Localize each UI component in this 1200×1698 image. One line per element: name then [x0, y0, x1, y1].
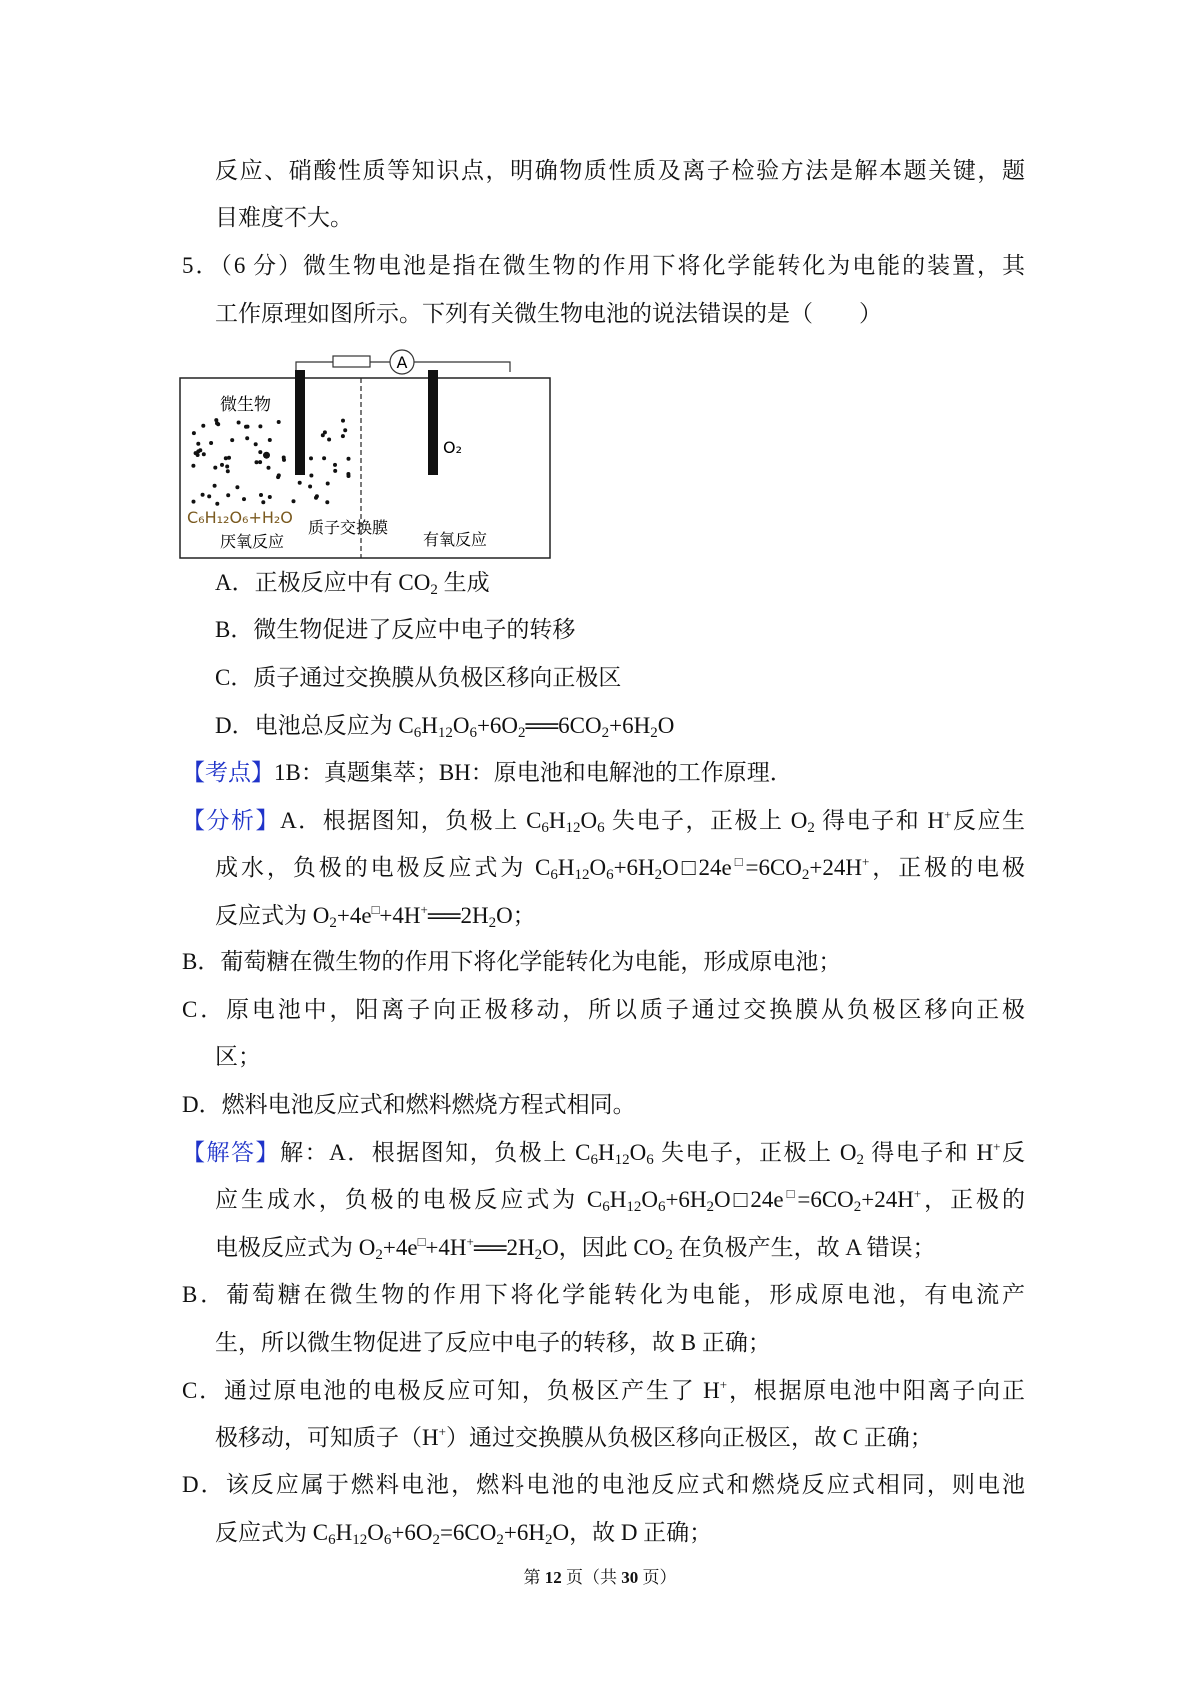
microbe-dot: [226, 469, 230, 473]
microbe-dot: [246, 425, 250, 429]
microbe-dot: [333, 463, 337, 467]
footer-text: 第: [523, 1568, 545, 1587]
section-tag: 【考点】: [182, 760, 274, 785]
line-text: 应生成水，负极的电极反应式为 $C_6H_{12}O_6+6H_2O□24e^□=6CO_2+24H^+$，正极的: [215, 1186, 1025, 1215]
subscript: 2: [853, 1199, 862, 1215]
subscript: 6: [602, 1199, 610, 1215]
subscript: 12: [352, 1532, 368, 1548]
subscript: 2: [544, 1532, 553, 1548]
microbe-dot: [261, 500, 265, 504]
microbe-dot: [192, 431, 196, 435]
line-text: 反应式为 $C_6H_{12}O_6+6O_2=6CO_2+6H_2O$，故 D 正确；: [215, 1520, 713, 1548]
line-text: B．葡萄糖在微生物的作用下将化学能转化为电能，形成原电池；: [182, 949, 842, 974]
line-text: C．通过原电池的电极反应可知，负极区产生了 H+，根据原电池中阳离子向正: [182, 1377, 1026, 1403]
microbe-dot: [235, 485, 239, 489]
microbe-dot: [322, 456, 326, 460]
subscript: 12: [614, 1152, 630, 1168]
microbe-dot: [268, 438, 272, 442]
microbe-dot: [207, 494, 211, 498]
microbe-dot: [194, 451, 198, 455]
microbe-dot: [213, 484, 217, 488]
section-tag: 【分析】: [182, 808, 281, 833]
oxygen-label: O₂: [443, 438, 463, 457]
line-text: 工作原理如图所示。下列有关微生物电池的说法错误的是（ ）: [215, 301, 882, 326]
microbe-dot: [201, 424, 205, 428]
microbe-dot: [237, 421, 241, 425]
superscript: +: [913, 1186, 922, 1201]
microbe-dot: [220, 463, 224, 467]
microbe-dot: [258, 424, 262, 428]
subscript: 6: [657, 1199, 666, 1215]
subscript: 6: [597, 820, 605, 836]
page-number: 12: [544, 1568, 562, 1587]
text-line: [182, 806, 1025, 836]
microbe-dot: [343, 428, 347, 432]
line-text: 1B：真题集萃；BH：原电池和电解池的工作原理．: [274, 760, 793, 785]
line-text: B．微生物促进了反应中电子的转移: [215, 617, 576, 642]
microbe-dot: [209, 441, 213, 445]
subscript: 2: [488, 915, 497, 931]
microbe-dot: [309, 456, 313, 460]
text-line: [215, 615, 575, 645]
line-text: 反应、硝酸性质等知识点，明确物质性质及离子检验方法是解本题关键，题: [215, 158, 1025, 183]
line-text: 成水，负极的电极反应式为 $C_6H_{12}O_6+6H_2O□24e^□=6CO_2+24H^+$，正极的电极: [215, 854, 1026, 883]
superscript: +: [420, 902, 428, 917]
subscript: 2: [801, 867, 810, 883]
line-text: 解：A．根据图知，负极上 $C_6H_{12}O_6$ 失电子，正极上 $O_2$ 得电子和 H+反: [280, 1139, 1025, 1168]
subscript: 12: [626, 1199, 642, 1215]
microbe-dot: [224, 456, 228, 460]
line-text: 反应式为 $O_2+4e^□+4H^+══2H_2O$；: [215, 902, 536, 931]
subscript: 6: [550, 867, 558, 883]
subscript: 6: [606, 867, 614, 883]
microbe-dot: [333, 469, 337, 473]
microbe-dot: [309, 474, 313, 478]
superscript: +: [944, 807, 952, 822]
microbe-dot: [258, 460, 262, 464]
superscript: +: [719, 1377, 728, 1392]
cathode-electrode: [428, 370, 438, 475]
microbe-dot: [213, 466, 217, 470]
microbe-dot: [263, 452, 270, 459]
ammeter-label: A: [396, 353, 408, 372]
microbe-dot: [267, 466, 271, 470]
text-line: [215, 1423, 933, 1453]
microbe-dot: [314, 496, 318, 500]
subscript: 2: [329, 915, 337, 931]
superscript: □: [731, 854, 746, 869]
text-line: [215, 568, 490, 598]
subscript: 2: [807, 820, 815, 836]
line-text: 区；: [215, 1044, 261, 1069]
microbe-dot: [196, 442, 200, 446]
microbe-dot: [347, 474, 351, 478]
microbial-battery-diagram: [178, 340, 558, 560]
microbe-dot: [258, 450, 262, 454]
subscript: 2: [654, 867, 663, 883]
microbe-dot: [214, 418, 218, 422]
superscript: □: [417, 1234, 426, 1249]
line-text: D．电池总反应为 $C_6H_{12}O_6+6O_2══6CO_2+6H_2O$: [215, 713, 675, 741]
text-line: [215, 156, 1025, 186]
subscript: 2: [650, 725, 658, 741]
line-text: B．葡萄糖在微生物的作用下将化学能转化为电能，形成原电池，有电流产: [182, 1282, 1025, 1307]
line-text: 极移动，可知质子（H+）通过交换膜从负极区移向正极区，故 C 正确；: [215, 1424, 933, 1450]
microbe-dot: [321, 433, 325, 437]
microbe-dot: [308, 485, 312, 489]
microbe-dot: [277, 420, 281, 424]
line-text: 5．（6 分）微生物电池是指在微生物的作用下将化学能转化为电能的装置，其: [182, 253, 1025, 278]
subscript: 2: [534, 1247, 543, 1263]
subscript: 6: [383, 1532, 392, 1548]
page-footer: [0, 1563, 1200, 1588]
microbe-dot: [341, 419, 345, 423]
text-line: [215, 1185, 1025, 1215]
microbe-dot: [225, 465, 229, 469]
microbe-dot: [325, 500, 329, 504]
microbe-dot: [191, 464, 195, 468]
microbe-label: 微生物: [220, 395, 271, 415]
line-text: 生，所以微生物促进了反应中电子的转移，故 B 正确；: [215, 1330, 771, 1355]
microbe-dot: [282, 458, 286, 462]
superscript: +: [466, 1234, 474, 1249]
line-text: C．原电池中，阳离子向正极移动，所以质子通过交换膜从负极区移向正极: [182, 997, 1025, 1022]
microbe-dot: [192, 500, 196, 504]
microbe-dots: [191, 418, 350, 506]
subscript: 2: [665, 1247, 673, 1263]
subscript: 6: [469, 725, 477, 741]
anode-electrode: [295, 370, 305, 475]
text-line: [215, 901, 536, 931]
microbe-dot: [245, 436, 249, 440]
text-line: [215, 711, 674, 741]
superscript: □: [371, 902, 380, 917]
microbe-dot: [230, 438, 234, 442]
text-line: [182, 1470, 1025, 1500]
microbe-dot: [255, 460, 259, 464]
microbe-dot: [226, 493, 230, 497]
microbe-dot: [202, 452, 206, 456]
text-line: [182, 947, 841, 977]
microbe-dot: [341, 434, 345, 438]
text-line: [182, 1280, 1025, 1310]
microbe-dot: [326, 482, 330, 486]
subscript: 12: [437, 725, 453, 741]
text-line: [182, 1376, 1025, 1406]
subscript: 2: [706, 1199, 715, 1215]
section-tag: 【解答】: [182, 1140, 281, 1165]
subscript: 6: [646, 1152, 654, 1168]
superscript: +: [862, 854, 870, 869]
text-line: [182, 758, 793, 788]
line-text: C．质子通过交换膜从负极区移向正极区: [215, 665, 622, 690]
text-line: [215, 1233, 935, 1263]
membrane-label: 质子交换膜: [308, 518, 389, 537]
subscript: 2: [518, 725, 526, 741]
subscript: 2: [601, 725, 610, 741]
superscript: +: [438, 1424, 446, 1439]
text-line: [182, 251, 1025, 281]
superscript: □: [783, 1186, 798, 1201]
line-text: D．该反应属于燃料电池，燃料电池的电池反应式和燃烧反应式相同，则电池: [182, 1472, 1025, 1497]
footer-text: 页（共: [561, 1568, 622, 1587]
superscript: +: [993, 1139, 1001, 1154]
text-line: [215, 203, 353, 233]
aerobic-label: 有氧反应: [423, 530, 488, 549]
text-line: [215, 1042, 261, 1072]
microbe-dot: [347, 457, 351, 461]
microbe-dot: [268, 495, 272, 499]
microbe-dot: [277, 473, 281, 477]
subscript: 2: [496, 1532, 504, 1548]
text-line: [215, 299, 882, 329]
reactant-label: C₆H₁₂O₆+H₂O: [187, 508, 293, 527]
subscript: 2: [856, 1152, 864, 1168]
line-text: D．燃料电池反应式和燃料燃烧方程式相同。: [182, 1092, 636, 1117]
subscript: 2: [375, 1247, 383, 1263]
microbe-dot: [254, 442, 258, 446]
subscript: 12: [574, 867, 590, 883]
subscript: 2: [432, 1532, 440, 1548]
microbe-dot: [327, 438, 331, 442]
text-line: [215, 1518, 712, 1548]
resistor: [333, 356, 370, 367]
line-text: 目难度不大。: [215, 205, 353, 230]
microbe-dot: [215, 502, 219, 506]
total-pages: 30: [621, 1568, 639, 1587]
subscript: 6: [328, 1532, 336, 1548]
text-line: [182, 1090, 636, 1120]
line-text: A．根据图知，负极上 $C_6H_{12}O_6$ 失电子，正极上 $O_2$ 得电子和 H+反应生: [280, 807, 1025, 836]
microbe-dot: [201, 493, 205, 497]
text-line: [182, 1138, 1025, 1168]
line-text: 电极反应式为 $O_2+4e^□+4H^+══2H_2O$，因此 $CO_2$ 在负极产生，故 A 错误；: [215, 1234, 936, 1263]
footer-text: 页）: [638, 1568, 677, 1587]
text-line: [215, 1328, 771, 1358]
microbe-dot: [292, 499, 296, 503]
subscript: 6: [541, 820, 549, 836]
anaerobic-label: 厌氧反应: [220, 532, 285, 551]
subscript: 6: [413, 725, 422, 741]
subscript: 2: [430, 582, 438, 598]
microbe-dot: [298, 481, 302, 485]
line-text: A．正极反应中有 $CO_2$ 生成: [215, 570, 490, 598]
text-line: [182, 995, 1025, 1025]
subscript: 12: [565, 820, 581, 836]
text-line: [215, 663, 621, 693]
text-line: [215, 853, 1025, 883]
microbe-dot: [259, 493, 263, 497]
microbe-dot: [242, 497, 246, 501]
subscript: 6: [590, 1152, 598, 1168]
